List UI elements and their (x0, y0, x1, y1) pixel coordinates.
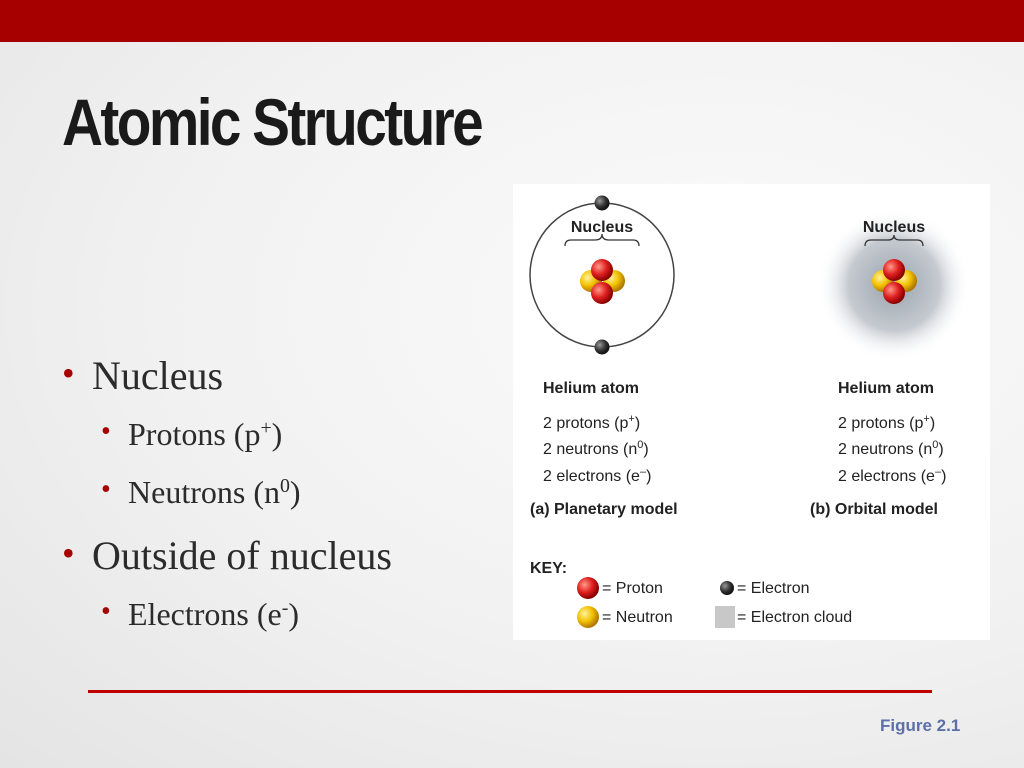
key-neutron: = Neutron (602, 609, 673, 626)
superscript: 0 (279, 475, 290, 498)
planetary-electrons: 2 electrons (e–) (543, 466, 652, 485)
bullet-text-close: ) (289, 474, 301, 510)
orbital-neutrons: 2 neutrons $(n^0)$ (838, 439, 944, 458)
bullet-outside-nucleus (62, 532, 392, 579)
bullet-dot: • (62, 353, 75, 393)
bullet-dot: • (62, 533, 75, 573)
bullet-text: Protons (p (128, 416, 261, 452)
bullet-protons (101, 416, 283, 453)
orbital-model (818, 209, 970, 361)
top-accent-bar (0, 0, 1024, 42)
helium-atom-diagram (513, 184, 990, 640)
nucleus-label: Nucleus (862, 219, 926, 236)
planetary-neutrons: 2 neutrons $(n^0)$ (543, 439, 649, 458)
bullet-text: Electrons (e (128, 596, 282, 632)
orbital-model-caption: (b) Orbital model (810, 501, 938, 518)
bullet-dot: • (101, 416, 111, 447)
bullet-text: Neutrons (n (128, 474, 280, 510)
divider-rule (88, 690, 932, 693)
bullet-text: Outside of nucleus (92, 533, 392, 578)
proton-icon (591, 282, 613, 304)
orbital-protons: 2 protons (p+) (838, 413, 936, 432)
electron-icon (595, 340, 610, 355)
proton-icon (591, 259, 613, 281)
bullet-electrons (101, 596, 299, 633)
planetary-model (530, 196, 674, 355)
proton-icon (883, 259, 905, 281)
bullet-text: Nucleus (92, 353, 224, 398)
bullet-neutrons (101, 474, 301, 511)
key-electron-cloud: = Electron cloud (737, 609, 853, 626)
orbital-atom-name: Helium atom (838, 380, 935, 397)
bullet-text-close: ) (288, 596, 299, 632)
figure-key (530, 560, 852, 628)
electron-icon (720, 581, 734, 595)
figure-caption: Figure 2.1 (880, 716, 961, 735)
orbital-electrons: 2 electrons (e–) (838, 466, 947, 485)
planetary-atom-name: Helium atom (543, 380, 640, 397)
electron-icon (595, 196, 610, 211)
bullet-dot: • (101, 596, 111, 627)
bullet-text-close: ) (271, 416, 283, 452)
slide-title: Atomic Structure (62, 85, 482, 159)
electron-cloud-swatch-icon (715, 606, 735, 628)
neutron-icon (577, 606, 599, 628)
planetary-protons: 2 protons (p+) (543, 413, 641, 432)
nucleus-label: Nucleus (570, 219, 634, 236)
bullet-dot: • (101, 474, 111, 505)
proton-icon (577, 577, 599, 599)
superscript: + (260, 417, 272, 440)
key-electron: = Electron (737, 580, 810, 597)
bullet-nucleus (62, 352, 224, 399)
key-proton: = Proton (602, 580, 663, 597)
proton-icon (883, 282, 905, 304)
helium-atom-figure (513, 184, 990, 640)
planetary-model-caption: (a) Planetary model (530, 501, 678, 518)
key-title: KEY: (530, 560, 568, 577)
superscript: - (281, 597, 289, 620)
